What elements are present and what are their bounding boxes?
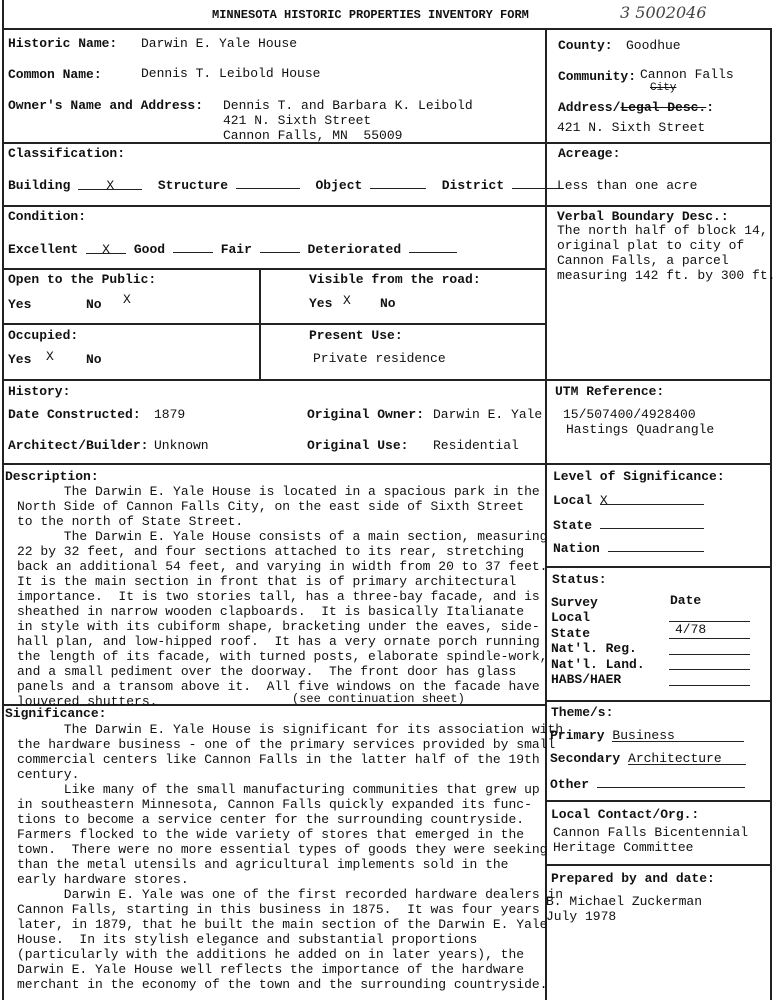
theme-secondary-value: Architecture xyxy=(628,751,746,765)
text-line: Like many of the small manufacturing communities that grew up xyxy=(17,782,540,797)
prepared-line: July 1978 xyxy=(546,909,617,924)
status-natl-reg: Nat'l. Reg. xyxy=(551,641,637,656)
rule xyxy=(2,323,547,325)
level-local: Local xyxy=(553,493,593,508)
text-line: back an additional 54 feet, and varying in width from 20 to 37 feet. xyxy=(17,559,548,574)
original-owner-label: Original Owner: xyxy=(307,407,425,422)
open-public-label: Open to the Public: xyxy=(8,272,157,287)
left-border xyxy=(2,0,4,1000)
contact-line: Cannon Falls Bicentennial xyxy=(553,825,749,840)
utm-line: 15/507400/4928400 xyxy=(563,407,696,422)
address-suffix: : xyxy=(706,100,715,115)
district-label: District xyxy=(441,178,505,193)
text-line: hall plan, and low-hipped roof. It has a very ornate porch running xyxy=(17,634,540,649)
boundary-line: Cannon Falls, a parcel xyxy=(557,253,729,268)
description-text xyxy=(17,484,548,709)
address-struck: Legal Desc. xyxy=(620,100,707,115)
text-line: Cannon Falls, starting in this business in 1875. It was four years xyxy=(17,902,540,917)
right-border xyxy=(770,28,772,1000)
date-blank xyxy=(669,654,750,655)
text-line: 22 by 32 feet, and four sections attached to its rear, stretching xyxy=(17,544,525,559)
level-label: Level of Significance: xyxy=(553,469,725,484)
rule xyxy=(2,379,772,381)
level-local-mark: X xyxy=(600,493,704,505)
date-blank xyxy=(669,638,750,639)
text-line: importance. It is two stories tall, has a three-bay facade, and is xyxy=(17,589,540,604)
common-name-label: Common Name: xyxy=(8,67,102,82)
present-use-value: Private residence xyxy=(313,351,446,366)
text-line: louvered shutters. xyxy=(17,694,158,709)
visible-yes-mark: X xyxy=(343,293,351,308)
text-line: Darwin E. Yale House well reflects the importance of the hardware xyxy=(17,962,525,977)
rule xyxy=(545,864,772,866)
date-constructed-value: 1879 xyxy=(154,407,186,422)
theme-primary-value: Business xyxy=(612,728,744,742)
good-label: Good xyxy=(133,242,166,257)
deteriorated-blank xyxy=(409,241,457,253)
status-state-date: 4/78 xyxy=(675,622,707,637)
text-line: in southeastern Minnesota, Cannon Falls quickly expanded its func- xyxy=(17,797,532,812)
text-line: Darwin E. Yale was one of the first recorded hardware dealers in xyxy=(17,887,564,902)
text-line: The Darwin E. Yale House is located in a spacious park in the xyxy=(17,484,540,499)
open-no-mark: X xyxy=(123,292,131,307)
level-nation-blank xyxy=(608,540,704,552)
visible-no: No xyxy=(380,296,396,311)
theme-primary-label: Primary xyxy=(550,728,605,743)
district-blank xyxy=(512,177,560,189)
owner-label: Owner's Name and Address: xyxy=(8,98,204,113)
historic-name-label: Historic Name: xyxy=(8,36,118,51)
boundary-line: measuring 142 ft. by 300 ft. xyxy=(557,268,776,283)
acreage-label: Acreage: xyxy=(558,146,621,161)
date-blank xyxy=(669,669,750,670)
open-no: No xyxy=(86,297,102,312)
utm-line: Hastings Quadrangle xyxy=(566,422,715,437)
text-line: sheathed in narrow wooden clapboards. It is basically Italianate xyxy=(17,604,525,619)
handwritten-id: 3 5002046 xyxy=(620,3,707,22)
condition-label: Condition: xyxy=(8,209,87,224)
boundary-line: original plat to city of xyxy=(557,238,745,253)
classification-label: Classification: xyxy=(8,146,126,161)
significance-label: Significance: xyxy=(5,706,107,721)
common-name-value: Dennis T. Leibold House xyxy=(141,66,321,81)
rule xyxy=(2,28,772,30)
county-value: Goodhue xyxy=(626,38,681,53)
text-line: Farmers flocked to the wide variety of stores that emerged in the xyxy=(17,827,525,842)
text-line: The Darwin E. Yale House consists of a main section, measuring xyxy=(17,529,548,544)
boundary-line: The north half of block 14, xyxy=(557,223,768,238)
excellent-mark: X xyxy=(86,242,126,254)
original-use-label: Original Use: xyxy=(307,438,409,453)
theme-other-blank xyxy=(597,776,745,788)
text-line: the length of its facade, with turned posts, elaborate spindle-work, xyxy=(17,649,548,664)
text-line: town. There were no more essential types of goods they were seeking xyxy=(17,842,548,857)
history-label: History: xyxy=(8,384,71,399)
contact-line: Heritage Committee xyxy=(553,840,694,855)
text-line: century. xyxy=(17,767,80,782)
contact-label: Local Contact/Org.: xyxy=(551,807,700,822)
description-label: Description: xyxy=(5,469,99,484)
acreage-value: Less than one acre xyxy=(557,178,698,193)
prepared-line: B. Michael Zuckerman xyxy=(546,894,703,909)
level-state-blank xyxy=(600,517,704,529)
address-label: Address/ xyxy=(558,100,621,115)
rule xyxy=(2,205,772,207)
date-blank xyxy=(669,621,750,622)
owner-line: 421 N. Sixth Street xyxy=(223,113,372,128)
structure-blank xyxy=(236,177,300,189)
rule xyxy=(545,700,772,702)
date-blank xyxy=(669,685,750,686)
rule xyxy=(2,268,547,270)
significance-text xyxy=(17,722,563,992)
text-line: commercial centers like Cannon Falls in the latter half of the 19th xyxy=(17,752,540,767)
status-local: Local xyxy=(551,610,591,625)
object-label: Object xyxy=(315,178,363,193)
community-label: Community: xyxy=(558,69,637,84)
date-constructed-label: Date Constructed: xyxy=(8,407,141,422)
excellent-label: Excellent xyxy=(8,242,79,257)
text-line: merchant in the economy of the town and the surrounding countryside. xyxy=(17,977,548,992)
status-label: Status: xyxy=(552,572,607,587)
text-line: It is the main section in front that is of primary architectural xyxy=(17,574,517,589)
status-state: State xyxy=(551,626,591,641)
occupied-label: Occupied: xyxy=(8,328,79,343)
building-mark: X xyxy=(78,178,142,190)
owner-line: Dennis T. and Barbara K. Leibold xyxy=(223,98,473,113)
text-line: (particularly with the additions he added on in later years), the xyxy=(17,947,525,962)
structure-label: Structure xyxy=(157,178,229,193)
text-line: and a small pediment over the doorway. The front door has glass xyxy=(17,664,517,679)
text-line: The Darwin E. Yale House is significant for its association with xyxy=(17,722,564,737)
original-owner-value: Darwin E. Yale xyxy=(433,407,543,422)
owner-line: Cannon Falls, MN 55009 xyxy=(223,128,403,143)
status-date-header: Date xyxy=(670,593,702,608)
text-line: early hardware stores. xyxy=(17,872,189,887)
present-use-label: Present Use: xyxy=(309,328,403,343)
community-struck: City xyxy=(650,82,677,94)
occupied-yes-mark: X xyxy=(46,349,54,364)
visible-yes: Yes xyxy=(309,296,333,311)
text-line: than the metal utensils and agricultural implements sold in the xyxy=(17,857,509,872)
architect-value: Unknown xyxy=(154,438,209,453)
building-label: Building xyxy=(8,178,71,193)
text-line: later, in 1879, that he built the main section of the Darwin E. Yale xyxy=(17,917,548,932)
text-line: to the north of State Street. xyxy=(17,514,244,529)
address-value: 421 N. Sixth Street xyxy=(557,120,706,135)
good-blank xyxy=(173,241,213,253)
text-line: tions to become a service center for the surrounding countryside. xyxy=(17,812,525,827)
rule xyxy=(545,800,772,802)
prepared-label: Prepared by and date: xyxy=(551,871,715,886)
text-line: North Side of Cannon Falls City, on the east side of Sixth Street xyxy=(17,499,525,514)
status-survey: Survey xyxy=(551,595,598,610)
text-line: the hardware business - one of the primary services provided by small xyxy=(17,737,556,752)
status-natl-land: Nat'l. Land. xyxy=(551,657,645,672)
county-label: County: xyxy=(558,38,613,53)
form-title: MINNESOTA HISTORIC PROPERTIES INVENTORY FORM xyxy=(212,8,529,22)
original-use-value: Residential xyxy=(433,438,519,453)
deteriorated-label: Deteriorated xyxy=(307,242,402,257)
object-blank xyxy=(370,177,426,189)
level-state: State xyxy=(553,518,593,533)
text-line: panels and a transom above it. All five windows on the facade have xyxy=(17,679,540,694)
occupied-no: No xyxy=(86,352,102,367)
text-line: House. In its stylish elegance and substantial proportions xyxy=(17,932,478,947)
continuation-note: (see continuation sheet) xyxy=(292,692,465,706)
open-yes: Yes xyxy=(8,297,32,312)
utm-label: UTM Reference: xyxy=(555,384,665,399)
level-nation: Nation xyxy=(553,541,600,556)
fair-label: Fair xyxy=(220,242,252,257)
boundary-label: Verbal Boundary Desc.: xyxy=(557,209,729,224)
rule xyxy=(2,463,772,465)
occupied-yes: Yes xyxy=(8,352,32,367)
theme-label: Theme/s: xyxy=(551,705,614,720)
theme-other-label: Other xyxy=(550,777,590,792)
fair-blank xyxy=(260,241,300,253)
theme-secondary-label: Secondary xyxy=(550,751,621,766)
historic-name-value: Darwin E. Yale House xyxy=(141,36,298,51)
status-habs: HABS/HAER xyxy=(551,672,622,687)
visible-road-label: Visible from the road: xyxy=(309,272,481,287)
text-line: in style with its cubiform shape, bracketing under the eaves, side- xyxy=(17,619,540,634)
community-value: Cannon Falls xyxy=(640,67,734,82)
rule xyxy=(545,566,772,568)
architect-label: Architect/Builder: xyxy=(8,438,149,453)
